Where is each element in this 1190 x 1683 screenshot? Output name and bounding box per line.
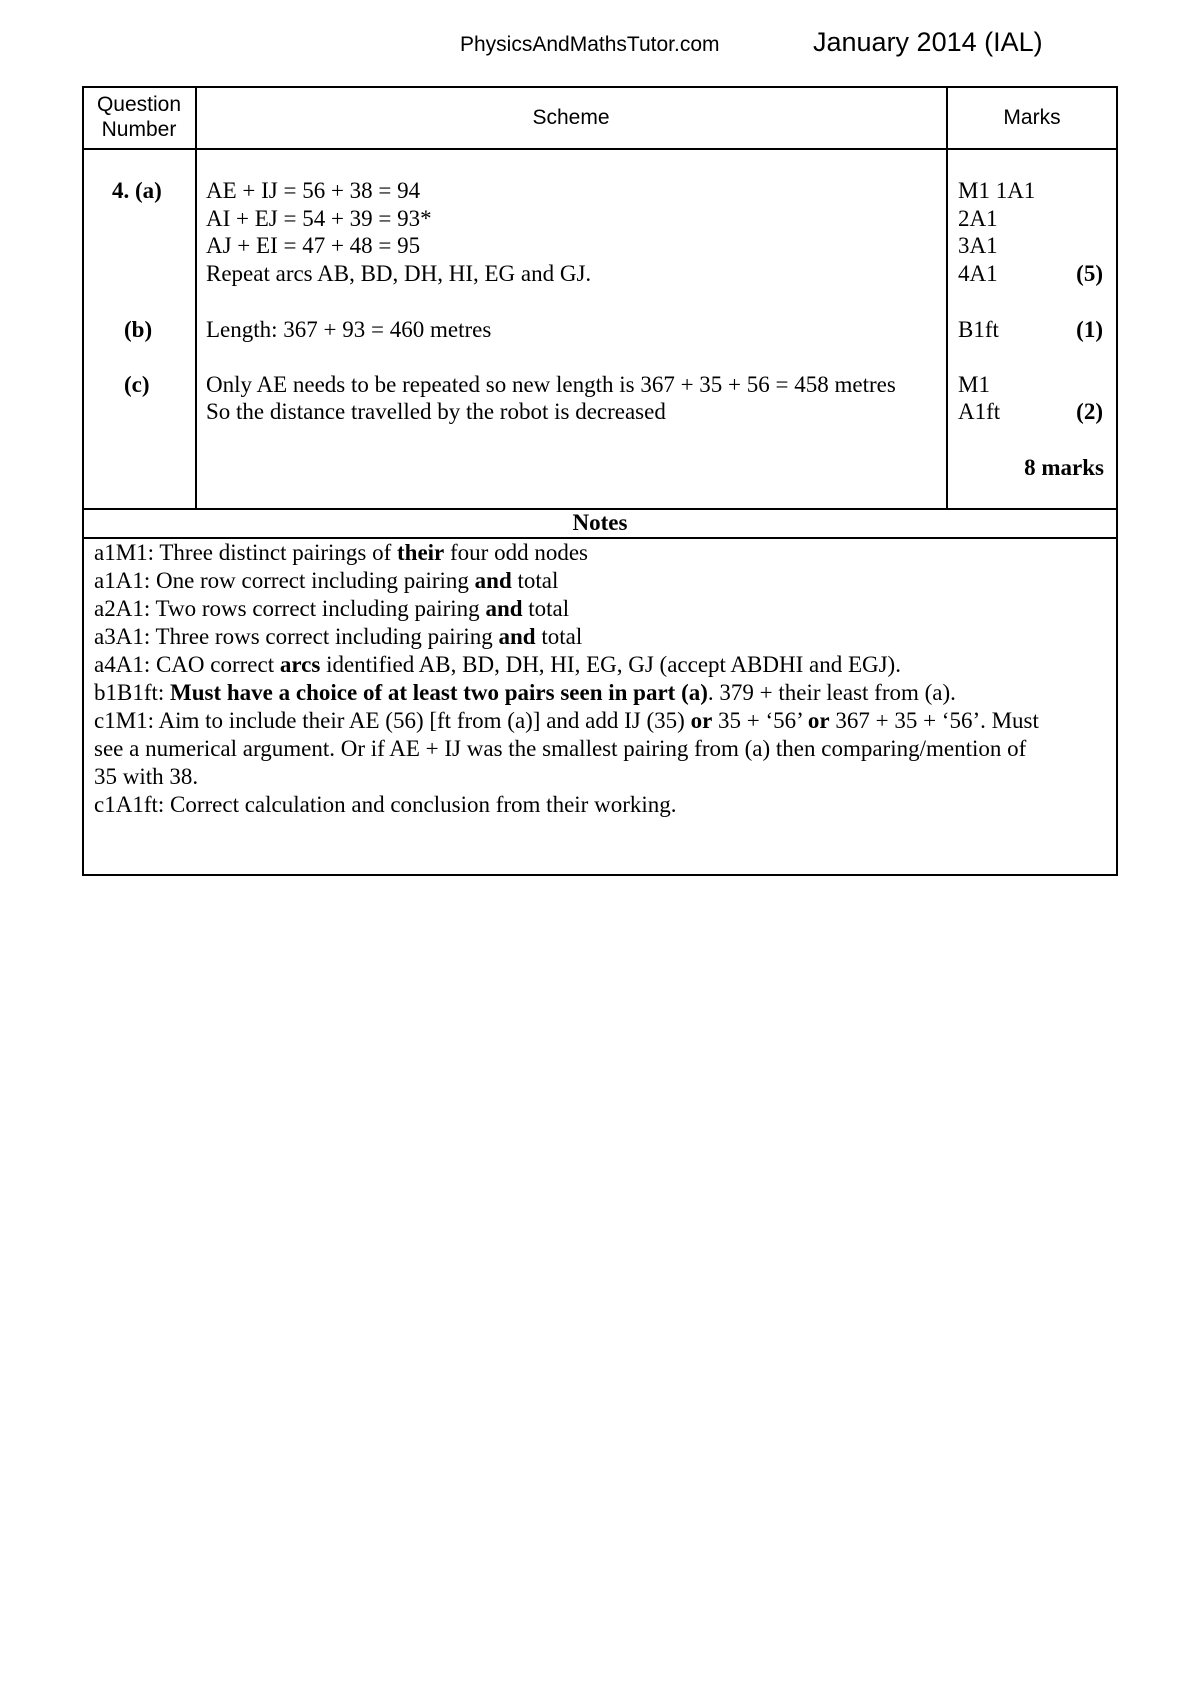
- divider: [946, 86, 948, 509]
- part-total: (2): [1076, 399, 1103, 424]
- mark-code: B1ft: [958, 317, 999, 342]
- note-text: a3A1: Three rows correct including pairing: [94, 624, 499, 649]
- scheme-line: AE + IJ = 56 + 38 = 94: [206, 178, 421, 203]
- note-line: [94, 707, 1039, 735]
- scheme-line: Only AE needs to be repeated so new length is 367 + 35 + 56 = 458 metres: [206, 372, 896, 397]
- note-text: c1A1ft: Correct calculation and conclusion from their working.: [94, 792, 677, 817]
- divider: [82, 874, 1118, 876]
- note-text: b1B1ft:: [94, 680, 171, 705]
- scheme-line: AI + EJ = 54 + 39 = 93*: [206, 206, 432, 231]
- note-line: [94, 567, 558, 595]
- note-line: [94, 623, 582, 651]
- header-question-line1: Question: [96, 93, 182, 116]
- note-line: [94, 735, 1026, 763]
- note-line: [94, 595, 569, 623]
- note-text: 35 with 38.: [94, 764, 199, 789]
- scheme-line: AJ + EI = 47 + 48 = 95: [206, 233, 421, 258]
- scheme-line: Repeat arcs AB, BD, DH, HI, EG and GJ.: [206, 261, 592, 286]
- header-question-number: [83, 92, 195, 142]
- question-label: 4. (a): [112, 178, 162, 203]
- note-emphasis: or: [807, 708, 830, 733]
- divider: [82, 148, 1118, 150]
- mark-code: 4A1: [958, 261, 998, 286]
- note-emphasis: or: [690, 708, 713, 733]
- note-text: see a numerical argument. Or if AE + IJ was the smallest pairing from (a) then comparing/mention of: [94, 736, 1027, 761]
- header-question-line2: Number: [101, 118, 177, 141]
- exam-session: January 2014 (IAL): [813, 27, 1043, 57]
- note-text: a2A1: Two rows correct including pairing: [94, 596, 486, 621]
- mark-code: A1ft: [958, 399, 1001, 424]
- header-scheme: Scheme: [532, 106, 610, 129]
- note-text: 367 + 35 + ‘56’. Must: [829, 708, 1039, 733]
- note-text: c1M1: Aim to include their AE (56) [ft from (a)] and add IJ (35): [94, 708, 691, 733]
- note-line: [94, 651, 901, 679]
- note-text: total: [511, 568, 559, 593]
- note-emphasis: and: [498, 624, 536, 649]
- note-text: identified AB, BD, DH, HI, EG, GJ (accept ABDHI and EGJ).: [320, 652, 901, 677]
- part-total: (5): [1076, 261, 1103, 286]
- note-line: [94, 763, 198, 791]
- total-marks: 8 marks: [1024, 455, 1104, 480]
- note-emphasis: and: [474, 568, 512, 593]
- header-marks: Marks: [1003, 106, 1061, 129]
- notes-title: Notes: [572, 510, 628, 535]
- note-line: [94, 539, 588, 567]
- note-text: a1A1: One row correct including pairing: [94, 568, 475, 593]
- mark-code: M1 1A1: [958, 178, 1036, 203]
- scheme-line: So the distance travelled by the robot is decreased: [206, 399, 666, 424]
- note-emphasis: their: [397, 540, 445, 565]
- site-name: PhysicsAndMathsTutor.com: [460, 33, 720, 56]
- note-emphasis: arcs: [279, 652, 321, 677]
- note-text: 35 + ‘56’: [712, 708, 808, 733]
- note-text: . 379 + their least from (a).: [707, 680, 956, 705]
- note-emphasis: and: [485, 596, 523, 621]
- divider: [195, 86, 197, 509]
- mark-code: M1: [958, 372, 990, 397]
- note-emphasis: Must have a choice of at least two pairs seen in part (a): [170, 680, 708, 705]
- mark-code: 3A1: [958, 233, 998, 258]
- note-text: a4A1: CAO correct: [94, 652, 280, 677]
- mark-code: 2A1: [958, 206, 998, 231]
- note-text: total: [522, 596, 570, 621]
- note-text: a1M1: Three distinct pairings of: [94, 540, 397, 565]
- divider: [82, 86, 84, 876]
- note-text: four odd nodes: [444, 540, 588, 565]
- part-total: (1): [1076, 317, 1103, 342]
- question-label: (b): [124, 317, 153, 342]
- note-line: [94, 679, 956, 707]
- divider: [1116, 86, 1118, 876]
- note-line: [94, 791, 677, 819]
- divider: [82, 86, 1118, 88]
- question-label: (c): [124, 372, 150, 397]
- scheme-line: Length: 367 + 93 = 460 metres: [206, 317, 492, 342]
- note-text: total: [535, 624, 583, 649]
